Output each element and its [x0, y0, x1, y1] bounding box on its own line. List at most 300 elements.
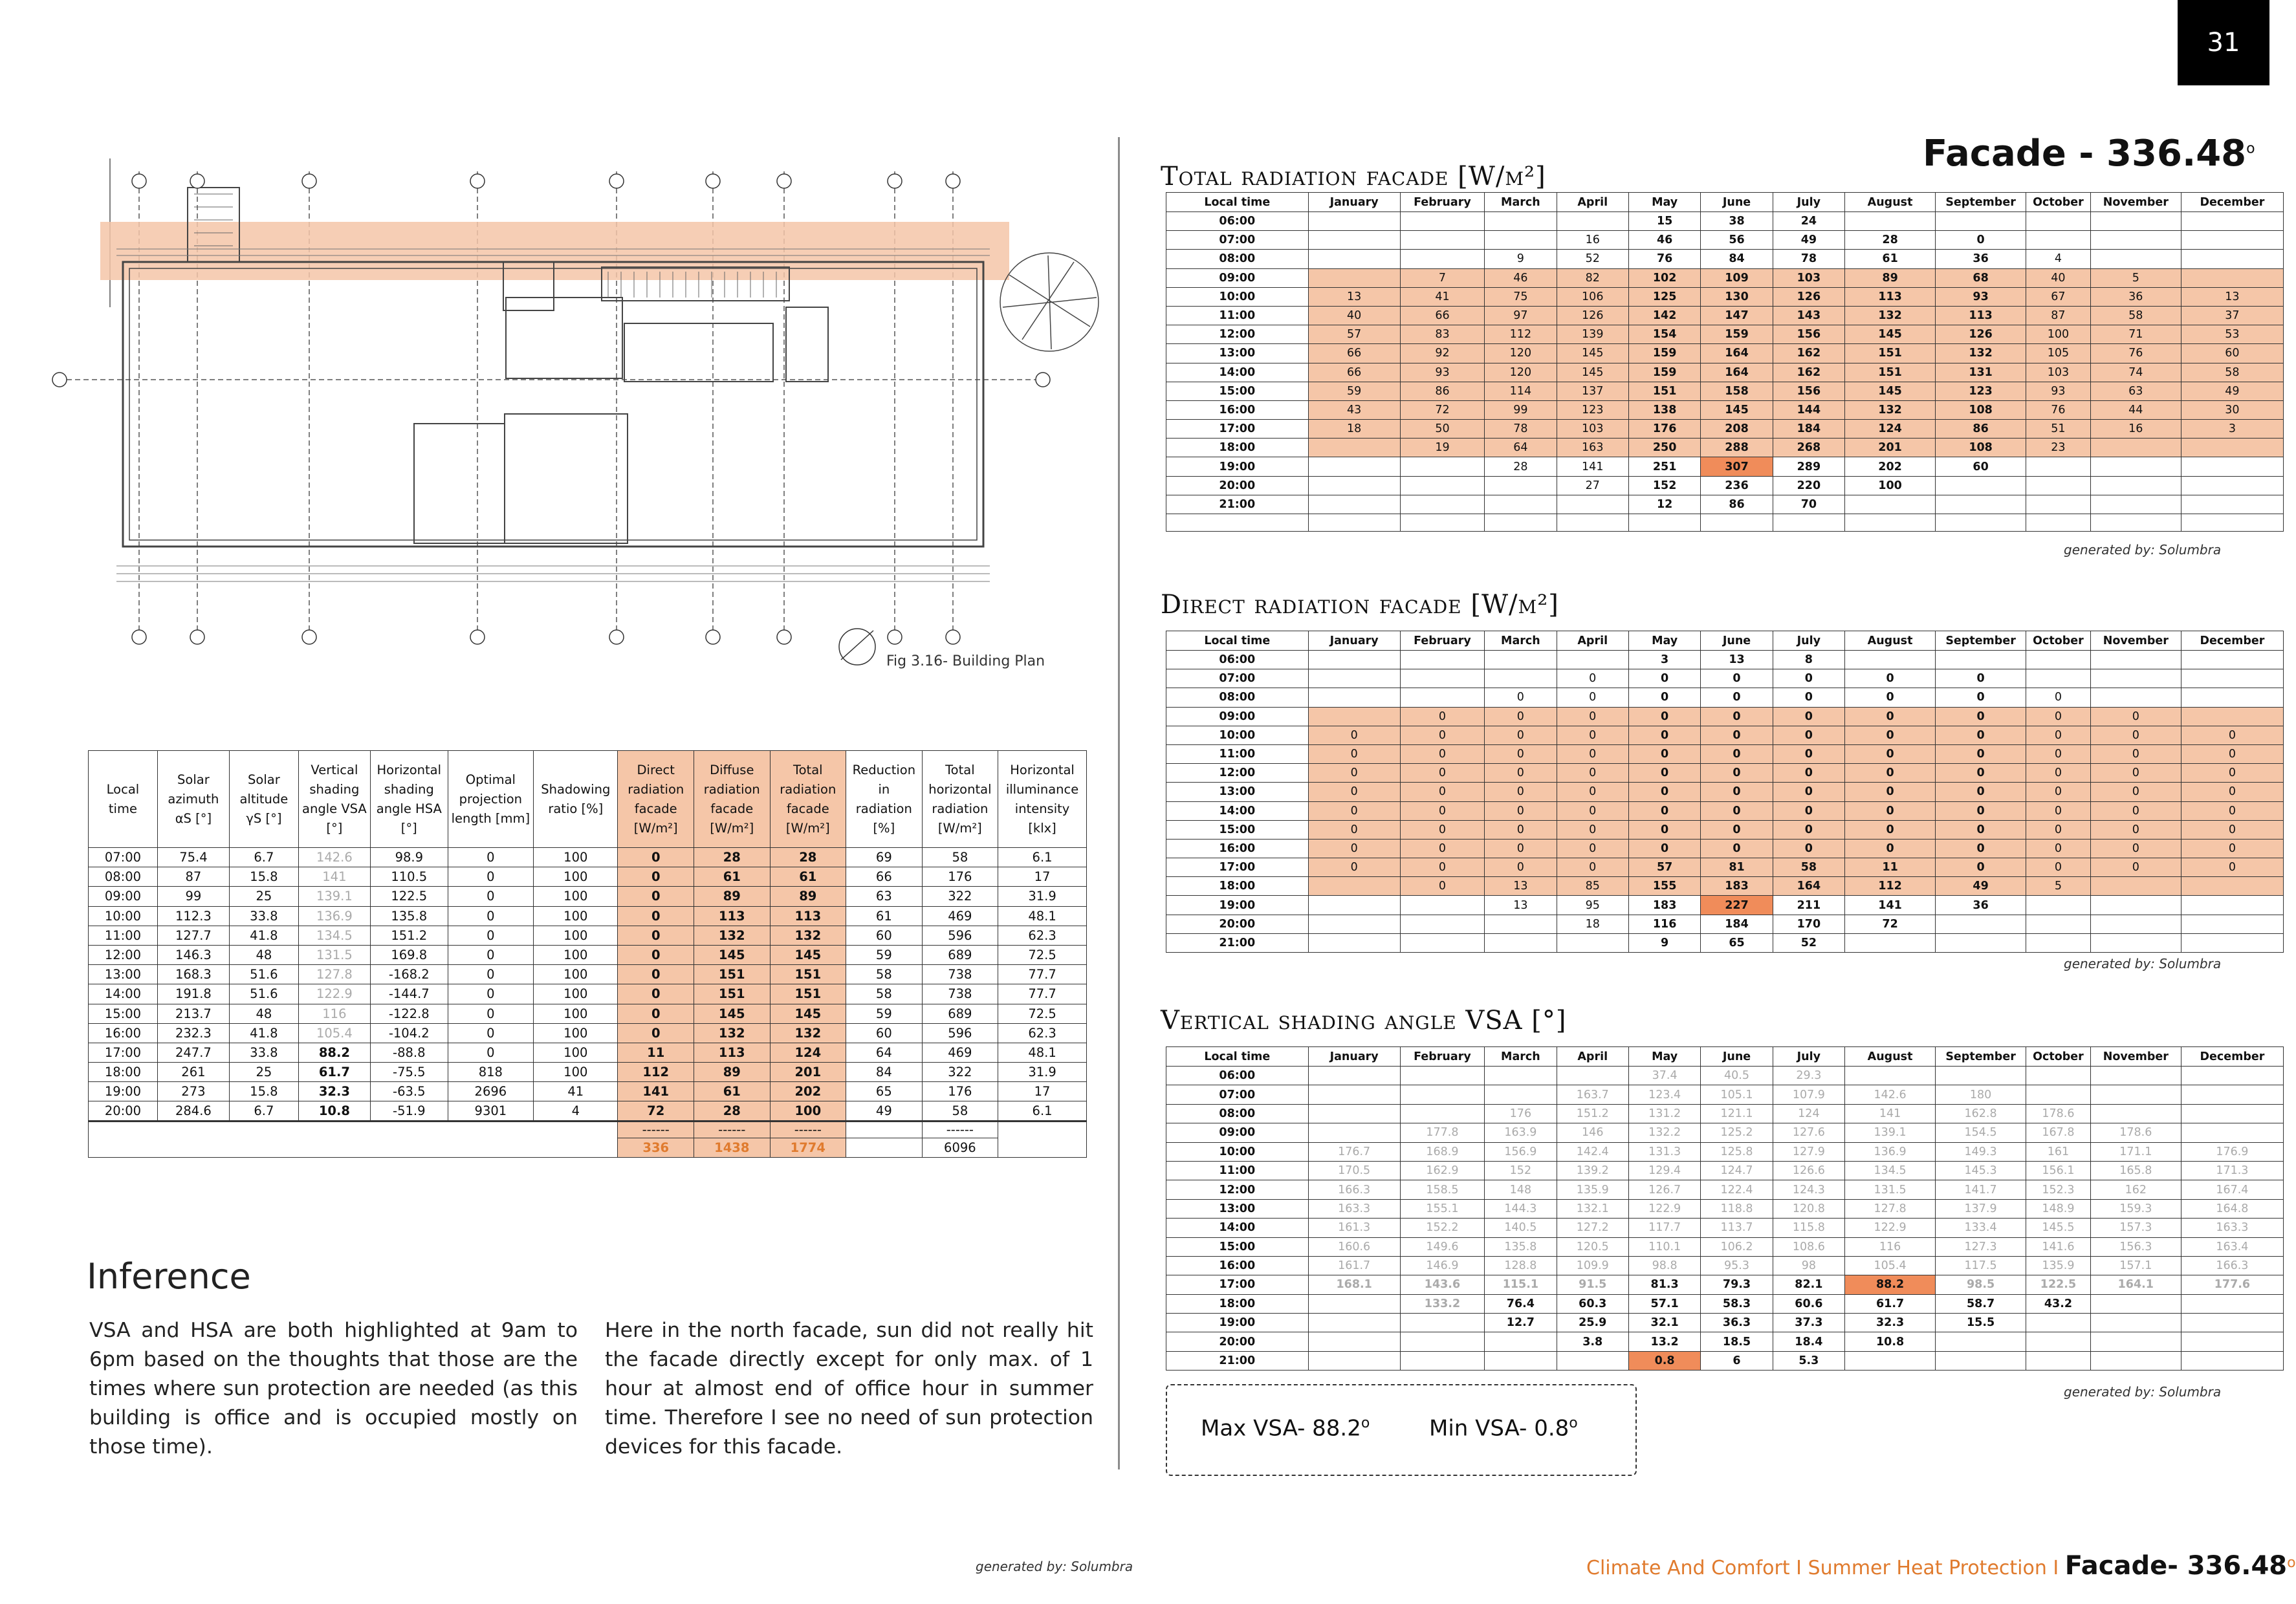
value-cell: 24 — [1773, 212, 1844, 231]
value-cell — [1400, 1314, 1484, 1332]
value-cell — [1557, 651, 1628, 669]
value-cell: 2696 — [448, 1082, 534, 1101]
value-cell: 6 — [1701, 1351, 1773, 1370]
value-cell: 0 — [1400, 726, 1484, 744]
value-cell — [1936, 933, 2026, 952]
value-cell: 44 — [2090, 400, 2181, 419]
column-header: Diffuse radiation facade [W/m²] — [694, 751, 771, 848]
value-cell: 147 — [1701, 306, 1773, 325]
value-cell — [1400, 495, 1484, 514]
time-cell: 19:00 — [1166, 457, 1309, 476]
value-cell: 0 — [2026, 726, 2091, 744]
value-cell: 109.9 — [1557, 1256, 1628, 1275]
value-cell: 164 — [1701, 344, 1773, 363]
value-cell: 169.8 — [370, 945, 448, 964]
value-cell: 168.1 — [1308, 1275, 1400, 1294]
value-cell: 49 — [1936, 877, 2026, 896]
table-row — [89, 867, 1087, 887]
value-cell — [2181, 250, 2283, 268]
value-cell: 61 — [694, 867, 771, 887]
value-cell: 60 — [846, 1023, 923, 1043]
value-cell: -63.5 — [370, 1082, 448, 1101]
value-cell: 0 — [2026, 744, 2091, 763]
value-cell: 152.2 — [1400, 1219, 1484, 1237]
value-cell: 0 — [1400, 783, 1484, 801]
value-cell: 159.3 — [2090, 1199, 2181, 1218]
value-cell: 28 — [770, 848, 846, 867]
table-row — [1166, 1351, 2284, 1370]
value-cell: 83 — [1400, 325, 1484, 344]
value-cell: 66 — [846, 867, 923, 887]
value-cell: 0 — [1845, 820, 1936, 839]
value-cell: 0 — [1308, 839, 1400, 858]
value-cell: 818 — [448, 1063, 534, 1082]
value-cell: 33.8 — [229, 906, 298, 926]
value-cell — [2090, 1294, 2181, 1313]
value-cell: 100 — [534, 984, 618, 1004]
value-cell: 76 — [2026, 400, 2091, 419]
value-cell: 0 — [1485, 858, 1557, 877]
value-cell: 9 — [1485, 250, 1557, 268]
value-cell — [1485, 1085, 1557, 1104]
value-cell — [1485, 933, 1557, 952]
value-cell: 126.7 — [1628, 1180, 1700, 1199]
value-cell — [1308, 707, 1400, 726]
time-cell: 07:00 — [1166, 1085, 1309, 1104]
time-cell: 16:00 — [1166, 839, 1309, 858]
value-cell — [2090, 915, 2181, 933]
value-cell: 0 — [2090, 707, 2181, 726]
value-cell: 0 — [1557, 764, 1628, 783]
value-cell: 136.9 — [298, 906, 370, 926]
value-cell — [1557, 212, 1628, 231]
value-cell: 0 — [1936, 858, 2026, 877]
value-cell — [2181, 212, 2283, 231]
direct-radiation-table — [1166, 631, 2284, 953]
value-cell: 151.2 — [370, 926, 448, 945]
value-cell: 133.2 — [1400, 1294, 1484, 1313]
month-header: March — [1485, 193, 1557, 212]
inference-title: Inference — [87, 1256, 251, 1297]
value-cell: 164 — [1701, 363, 1773, 382]
value-cell — [1308, 1332, 1400, 1351]
value-cell: 127.6 — [1773, 1123, 1844, 1142]
value-cell: 0 — [2090, 726, 2181, 744]
value-cell — [2181, 439, 2283, 457]
value-cell: 120 — [1485, 344, 1557, 363]
time-cell: 09:00 — [1166, 707, 1309, 726]
value-cell: 0 — [448, 1043, 534, 1062]
value-cell: 86 — [1400, 382, 1484, 400]
table-row — [89, 848, 1087, 867]
value-cell: 30 — [2181, 400, 2283, 419]
time-cell: 19:00 — [89, 1082, 158, 1101]
value-cell: 0 — [1557, 669, 1628, 688]
inference-paragraph-2: Here in the north facade, sun did not really hit the facade directly except for only max. of 1 hour at almost end of office hour in summer time. Therefore I see no need of sun protection devices for this facade. — [605, 1319, 1093, 1458]
table-row — [1166, 1256, 2284, 1275]
value-cell: 99 — [1485, 400, 1557, 419]
value-cell — [1400, 1351, 1484, 1370]
value-cell: 9301 — [448, 1101, 534, 1121]
total-radiation-title: Total radiation facade [W/m²] — [1161, 162, 1546, 191]
value-cell: 5.3 — [1773, 1351, 1844, 1370]
value-cell: 53 — [2181, 325, 2283, 344]
value-cell — [2090, 896, 2181, 915]
value-cell: 6.7 — [229, 848, 298, 867]
value-cell — [1400, 933, 1484, 952]
value-cell: 88.2 — [1845, 1275, 1936, 1294]
value-cell: 689 — [922, 1004, 998, 1023]
value-cell: 227 — [1701, 896, 1773, 915]
value-cell: 131.5 — [1845, 1180, 1936, 1199]
value-cell: 108 — [1936, 439, 2026, 457]
value-cell — [1308, 212, 1400, 231]
time-cell: 21:00 — [1166, 1351, 1309, 1370]
value-cell: 0 — [1485, 688, 1557, 707]
value-cell: 76.4 — [1485, 1294, 1557, 1313]
value-cell: 17 — [998, 867, 1087, 887]
month-header: January — [1308, 1047, 1400, 1067]
value-cell: 0 — [1845, 744, 1936, 763]
value-cell: 0 — [1485, 801, 1557, 820]
value-cell: 51.6 — [229, 984, 298, 1004]
value-cell: 100 — [534, 1004, 618, 1023]
time-cell: 13:00 — [89, 965, 158, 984]
value-cell — [2090, 877, 2181, 896]
value-cell: 100 — [534, 926, 618, 945]
value-cell — [1936, 476, 2026, 495]
value-cell: 251 — [1628, 457, 1700, 476]
value-cell — [2026, 915, 2091, 933]
value-cell: 10.8 — [298, 1101, 370, 1121]
value-cell: 596 — [922, 926, 998, 945]
month-header: June — [1701, 193, 1773, 212]
value-cell — [1308, 1351, 1400, 1370]
table-row — [1166, 801, 2284, 820]
value-cell: 168.3 — [157, 965, 229, 984]
table-row — [1166, 382, 2284, 400]
value-cell: 155 — [1628, 877, 1700, 896]
time-cell: 17:00 — [1166, 1275, 1309, 1294]
time-cell: 21:00 — [1166, 495, 1309, 514]
value-cell: 60 — [1936, 457, 2026, 476]
value-cell: 13 — [1308, 287, 1400, 306]
value-cell: 58 — [922, 1101, 998, 1121]
value-cell: 0 — [1557, 858, 1628, 877]
value-cell: 41 — [534, 1082, 618, 1101]
time-cell: 07:00 — [89, 848, 158, 867]
value-cell: 0 — [448, 848, 534, 867]
value-cell: 0 — [2181, 801, 2283, 820]
value-cell: 145 — [1557, 363, 1628, 382]
time-cell: 13:00 — [1166, 344, 1309, 363]
value-cell: 132 — [1845, 400, 1936, 419]
time-cell: 15:00 — [1166, 1237, 1309, 1256]
value-cell: 121.1 — [1701, 1104, 1773, 1123]
time-cell: 17:00 — [1166, 858, 1309, 877]
month-header: December — [2181, 631, 2283, 651]
time-cell: 15:00 — [1166, 820, 1309, 839]
value-cell: 202 — [770, 1082, 846, 1101]
value-cell: 0 — [1701, 707, 1773, 726]
value-cell: 0 — [2181, 839, 2283, 858]
value-cell: 146.9 — [1400, 1256, 1484, 1275]
value-cell: 100 — [534, 1023, 618, 1043]
value-cell: 322 — [922, 887, 998, 906]
value-cell — [1485, 231, 1557, 250]
value-cell — [1557, 1351, 1628, 1370]
value-cell: 0 — [1485, 707, 1557, 726]
value-cell: 0 — [1773, 688, 1844, 707]
value-cell: 127.2 — [1557, 1219, 1628, 1237]
value-cell: 0 — [618, 926, 694, 945]
value-cell: 162.8 — [1936, 1104, 2026, 1123]
value-cell: 58 — [922, 848, 998, 867]
value-cell: 0 — [1628, 707, 1700, 726]
value-cell: 164 — [1773, 877, 1844, 896]
value-cell — [1308, 476, 1400, 495]
value-cell: 116 — [298, 1004, 370, 1023]
value-cell — [1936, 1332, 2026, 1351]
value-cell: 134.5 — [298, 926, 370, 945]
value-cell: 37.3 — [1773, 1314, 1844, 1332]
value-cell: 0 — [1773, 764, 1844, 783]
value-cell: 51 — [2026, 420, 2091, 439]
value-cell: 16 — [1557, 231, 1628, 250]
value-cell: 0 — [1557, 744, 1628, 763]
value-cell: 92 — [1400, 344, 1484, 363]
footer-generated: generated by: Solumbra — [976, 1559, 1133, 1574]
value-cell: 167.8 — [2026, 1123, 2091, 1142]
value-cell — [2026, 651, 2091, 669]
value-cell: 146 — [1557, 1123, 1628, 1142]
value-cell: 122.9 — [1628, 1199, 1700, 1218]
value-cell: 322 — [922, 1063, 998, 1082]
month-header: April — [1557, 193, 1628, 212]
value-cell: 62.3 — [998, 926, 1087, 945]
time-cell: 14:00 — [1166, 363, 1309, 382]
value-cell — [2026, 669, 2091, 688]
value-cell: 247.7 — [157, 1043, 229, 1062]
value-cell: 98 — [1773, 1256, 1844, 1275]
value-cell: 145.5 — [2026, 1219, 2091, 1237]
value-cell: 113 — [770, 906, 846, 926]
value-cell — [1485, 1351, 1557, 1370]
value-cell: 100 — [534, 945, 618, 964]
value-cell — [2026, 495, 2091, 514]
value-cell — [2026, 1314, 2091, 1332]
value-cell: 0 — [448, 906, 534, 926]
value-cell: 65 — [1701, 933, 1773, 952]
value-cell — [2090, 476, 2181, 495]
value-cell: 163.7 — [1557, 1085, 1628, 1104]
value-cell — [1400, 688, 1484, 707]
value-cell: 0 — [448, 926, 534, 945]
value-cell: 33.8 — [229, 1043, 298, 1062]
value-cell: 145 — [694, 1004, 771, 1023]
time-cell: 09:00 — [1166, 1123, 1309, 1142]
month-header: September — [1936, 193, 2026, 212]
value-cell — [1845, 651, 1936, 669]
table-row — [1166, 726, 2284, 744]
value-cell: 27 — [1557, 476, 1628, 495]
value-cell: 15 — [1628, 212, 1700, 231]
table-row — [1166, 1199, 2284, 1218]
value-cell — [1308, 669, 1400, 688]
value-cell: 103 — [1557, 420, 1628, 439]
value-cell: 152 — [1628, 476, 1700, 495]
value-cell: 63 — [846, 887, 923, 906]
value-cell: 13 — [1485, 877, 1557, 896]
table-row — [1166, 1085, 2284, 1104]
month-header: March — [1485, 1047, 1557, 1067]
min-vsa: Min VSA- 0.8$^o$ — [1429, 1415, 1578, 1442]
value-cell: 78 — [1485, 420, 1557, 439]
value-cell: 142 — [1628, 306, 1700, 325]
value-cell: 31.9 — [998, 1063, 1087, 1082]
value-cell: 82 — [1557, 268, 1628, 287]
value-cell: 0 — [1485, 726, 1557, 744]
value-cell: 139 — [1557, 325, 1628, 344]
value-cell: 106 — [1557, 287, 1628, 306]
value-cell: 81 — [1701, 858, 1773, 877]
table-row — [1166, 495, 2284, 514]
value-cell: 100 — [1845, 476, 1936, 495]
value-cell: 105 — [2026, 344, 2091, 363]
value-cell: 142.4 — [1557, 1142, 1628, 1161]
value-cell: 154.5 — [1936, 1123, 2026, 1142]
value-cell — [1308, 1067, 1400, 1085]
facade-heading: Facade - 336.48$^o$ — [1923, 133, 2255, 175]
value-cell: 95.3 — [1701, 1256, 1773, 1275]
value-cell: 170 — [1773, 915, 1844, 933]
value-cell: 0 — [1773, 783, 1844, 801]
value-cell: 126.6 — [1773, 1161, 1844, 1180]
table-row — [1166, 783, 2284, 801]
time-cell: 11:00 — [89, 926, 158, 945]
table-row — [1166, 744, 2284, 763]
value-cell: 469 — [922, 1043, 998, 1062]
value-cell — [1308, 915, 1400, 933]
value-cell: 176 — [1628, 420, 1700, 439]
value-cell: 4 — [2026, 250, 2091, 268]
value-cell: 120.8 — [1773, 1199, 1844, 1218]
value-cell: 0 — [2090, 783, 2181, 801]
value-cell: 0 — [1308, 783, 1400, 801]
table-row — [1166, 363, 2284, 382]
table-row — [1166, 688, 2284, 707]
value-cell: 141 — [618, 1082, 694, 1101]
table-row — [1166, 915, 2284, 933]
value-cell: 58 — [1773, 858, 1844, 877]
value-cell: 100 — [534, 965, 618, 984]
value-cell — [1485, 1067, 1557, 1085]
time-cell: 07:00 — [1166, 231, 1309, 250]
value-cell: 144 — [1773, 400, 1844, 419]
value-cell: 0 — [2181, 726, 2283, 744]
value-cell: 145 — [1557, 344, 1628, 363]
time-cell: 14:00 — [1166, 801, 1309, 820]
value-cell: 40.5 — [1701, 1067, 1773, 1085]
value-cell — [2181, 1314, 2283, 1332]
value-cell: 122.5 — [370, 887, 448, 906]
value-cell: 100 — [770, 1101, 846, 1121]
empty-row — [1166, 514, 2284, 532]
value-cell: 18.4 — [1773, 1332, 1844, 1351]
value-cell — [1400, 457, 1484, 476]
value-cell — [2090, 231, 2181, 250]
table-row — [1166, 212, 2284, 231]
value-cell: 135.9 — [2026, 1256, 2091, 1275]
value-cell: -144.7 — [370, 984, 448, 1004]
value-cell: 151 — [694, 984, 771, 1004]
value-cell: 0 — [2090, 858, 2181, 877]
value-cell: 51.6 — [229, 965, 298, 984]
value-cell: 0 — [1773, 707, 1844, 726]
value-cell: 58.7 — [1936, 1294, 2026, 1313]
month-header: May — [1628, 1047, 1700, 1067]
value-cell: 164.8 — [2181, 1199, 2283, 1218]
value-cell: 6.1 — [998, 848, 1087, 867]
value-cell: 124 — [770, 1043, 846, 1062]
value-cell — [2181, 457, 2283, 476]
value-cell: 112 — [618, 1063, 694, 1082]
value-cell: 0 — [1936, 707, 2026, 726]
value-cell: 59 — [846, 945, 923, 964]
value-cell: 0 — [618, 945, 694, 964]
value-cell — [1308, 268, 1400, 287]
value-cell: 98.8 — [1628, 1256, 1700, 1275]
value-cell: 113.7 — [1701, 1219, 1773, 1237]
value-cell: 163.4 — [2181, 1237, 2283, 1256]
value-cell: 156.9 — [1485, 1142, 1557, 1161]
value-cell: 171.1 — [2090, 1142, 2181, 1161]
value-cell: 136.9 — [1845, 1142, 1936, 1161]
value-cell — [1308, 1085, 1400, 1104]
value-cell: -51.9 — [370, 1101, 448, 1121]
value-cell: 113 — [694, 1043, 771, 1062]
table-row — [1166, 231, 2284, 250]
value-cell: 131.3 — [1628, 1142, 1700, 1161]
value-cell — [1400, 1085, 1484, 1104]
value-cell: 64 — [1485, 439, 1557, 457]
value-cell: 108 — [1936, 400, 2026, 419]
value-cell: 0 — [2090, 764, 2181, 783]
value-cell: 31.9 — [998, 887, 1087, 906]
value-cell: 183 — [1628, 896, 1700, 915]
value-cell — [1308, 1294, 1400, 1313]
value-cell: 163.9 — [1485, 1123, 1557, 1142]
month-header: July — [1773, 193, 1844, 212]
table-row — [1166, 268, 2284, 287]
value-cell: 0 — [1308, 744, 1400, 763]
value-cell: 126 — [1557, 306, 1628, 325]
value-cell: 102 — [1628, 268, 1700, 287]
value-cell: 61.7 — [298, 1063, 370, 1082]
time-cell: 20:00 — [1166, 476, 1309, 495]
value-cell: 202 — [1845, 457, 1936, 476]
value-cell: 105.4 — [298, 1023, 370, 1043]
table-row — [89, 1043, 1087, 1062]
value-cell: 0 — [2181, 764, 2283, 783]
value-cell: 151 — [1845, 363, 1936, 382]
value-cell: 124 — [1845, 420, 1936, 439]
value-cell: 146.3 — [157, 945, 229, 964]
value-cell: 142.6 — [1845, 1085, 1936, 1104]
value-cell: 3 — [2181, 420, 2283, 439]
value-cell: 0 — [1628, 688, 1700, 707]
value-cell: 70 — [1773, 495, 1844, 514]
